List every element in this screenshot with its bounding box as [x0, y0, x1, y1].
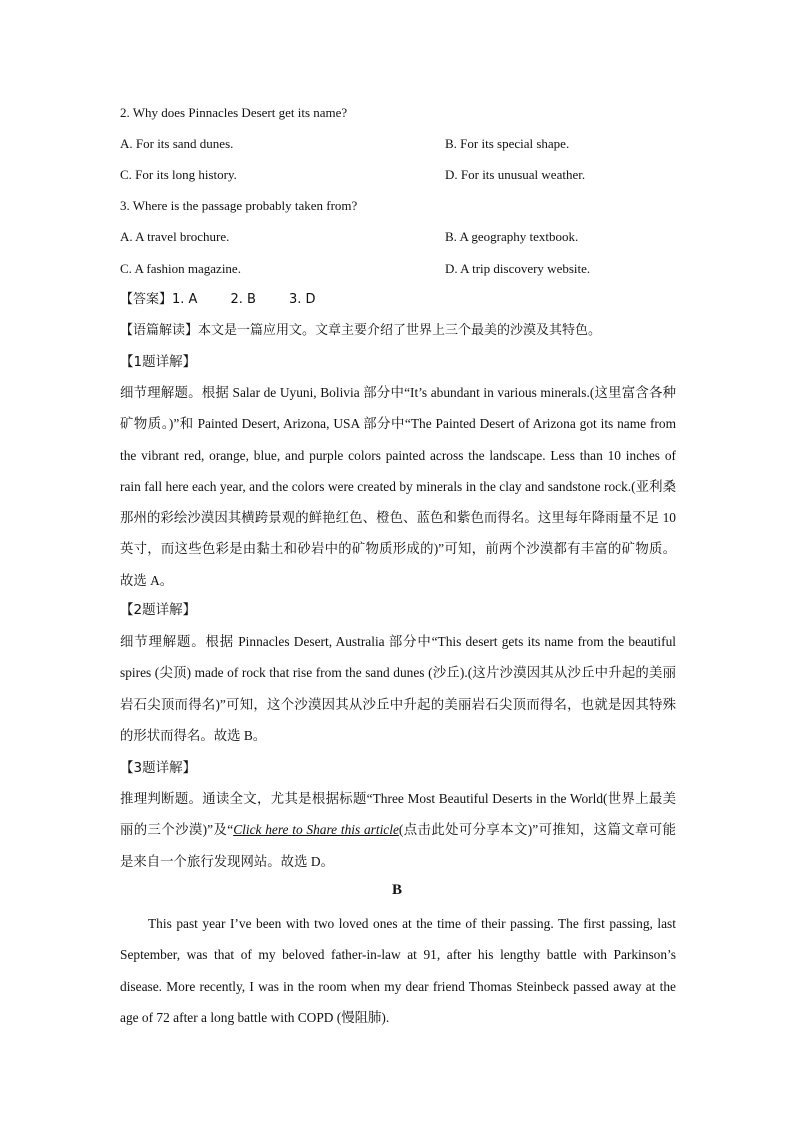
q2-option-a: A. For its sand dunes. [120, 136, 234, 151]
section-b-paragraph: This past year I’ve been with two loved ones at the time of their passing. The first passing, last September, was that of my beloved father-in-law at 91, after his lengthy battle with Parkinson’s disease. More recently, I was in the room when my dear friend Thomas Steinbeck passed away at the age of 72 after a long battle with COPD (慢阻肺). [120, 916, 676, 1025]
detail-1-body: 细节理解题。根据 Salar de Uyuni, Bolivia 部分中“It’s abundant in various minerals.(这里富含各种矿物质。)”和 Painted Desert, Arizona, USA 部分中“The Painted Desert of Arizona got its name from the vibrant red, orange, blue, and purple colors painted across the landscape. Less than 10 inches of rain fall here each year, and the colors were created by minerals in the clay and sandstone rock.(亚利桑那州的彩绘沙漠因其横跨景观的鲜艳红色、橙色、蓝色和紫色而得名。这里每年降雨量不足 10 英寸，而这些色彩是由黏土和砂岩中的矿物质形成的)”可知，前两个沙漠都有丰富的矿物质。故选 A。 [120, 385, 676, 588]
q3-option-a: A. A travel brochure. [120, 229, 230, 244]
q2-option-d: D. For its unusual weather. [445, 167, 586, 182]
section-b-title: B [391, 882, 402, 898]
q3-option-c: C. A fashion magazine. [120, 261, 241, 276]
detail-2-heading: 【2题详解】 [120, 602, 197, 618]
question-3: 3. Where is the passage probably taken from? [120, 198, 358, 213]
detail-3-heading: 【3题详解】 [120, 760, 197, 776]
question-2: 2. Why does Pinnacles Desert get its name? [120, 105, 348, 120]
answer-key: 【答案】1. A 2. B 3. D [120, 292, 316, 307]
q3-option-b: B. A geography textbook. [445, 229, 579, 244]
q3-option-d: D. A trip discovery website. [445, 261, 591, 276]
detail-3-body-post: (点击此处可分享本文)”可推知，这篇文章可能是来自一个旅行发现网站。故选 D。 [120, 822, 676, 869]
q2-option-b: B. For its special shape. [445, 136, 570, 151]
passage-overview: 【语篇解读】本文是一篇应用文。文章主要介绍了世界上三个最美的沙漠及其特色。 [120, 323, 602, 338]
q2-option-c: C. For its long history. [120, 167, 237, 182]
detail-2-body: 细节理解题。根据 Pinnacles Desert, Australia 部分中“This desert gets its name from the beautiful spires (尖顶) made of rock that rise from the sand dunes (沙丘).(这片沙漠因其从沙丘中升起的美丽岩石尖顶而得名)”可知，这个沙漠因其从沙丘中升起的美丽岩石尖顶而得名，也就是因其特殊的形状而得名。故选 B。 [120, 634, 676, 743]
detail-1-heading: 【1题详解】 [120, 354, 197, 370]
detail-3-body [120, 783, 676, 877]
detail-3-body-pre: 推理判断题。通读全文，尤其是根据标题“Three Most Beautiful Deserts in the World(世界上最美丽的三个沙漠)”及“ [120, 791, 676, 838]
share-article-link[interactable]: Click here to Share this article [233, 822, 399, 838]
